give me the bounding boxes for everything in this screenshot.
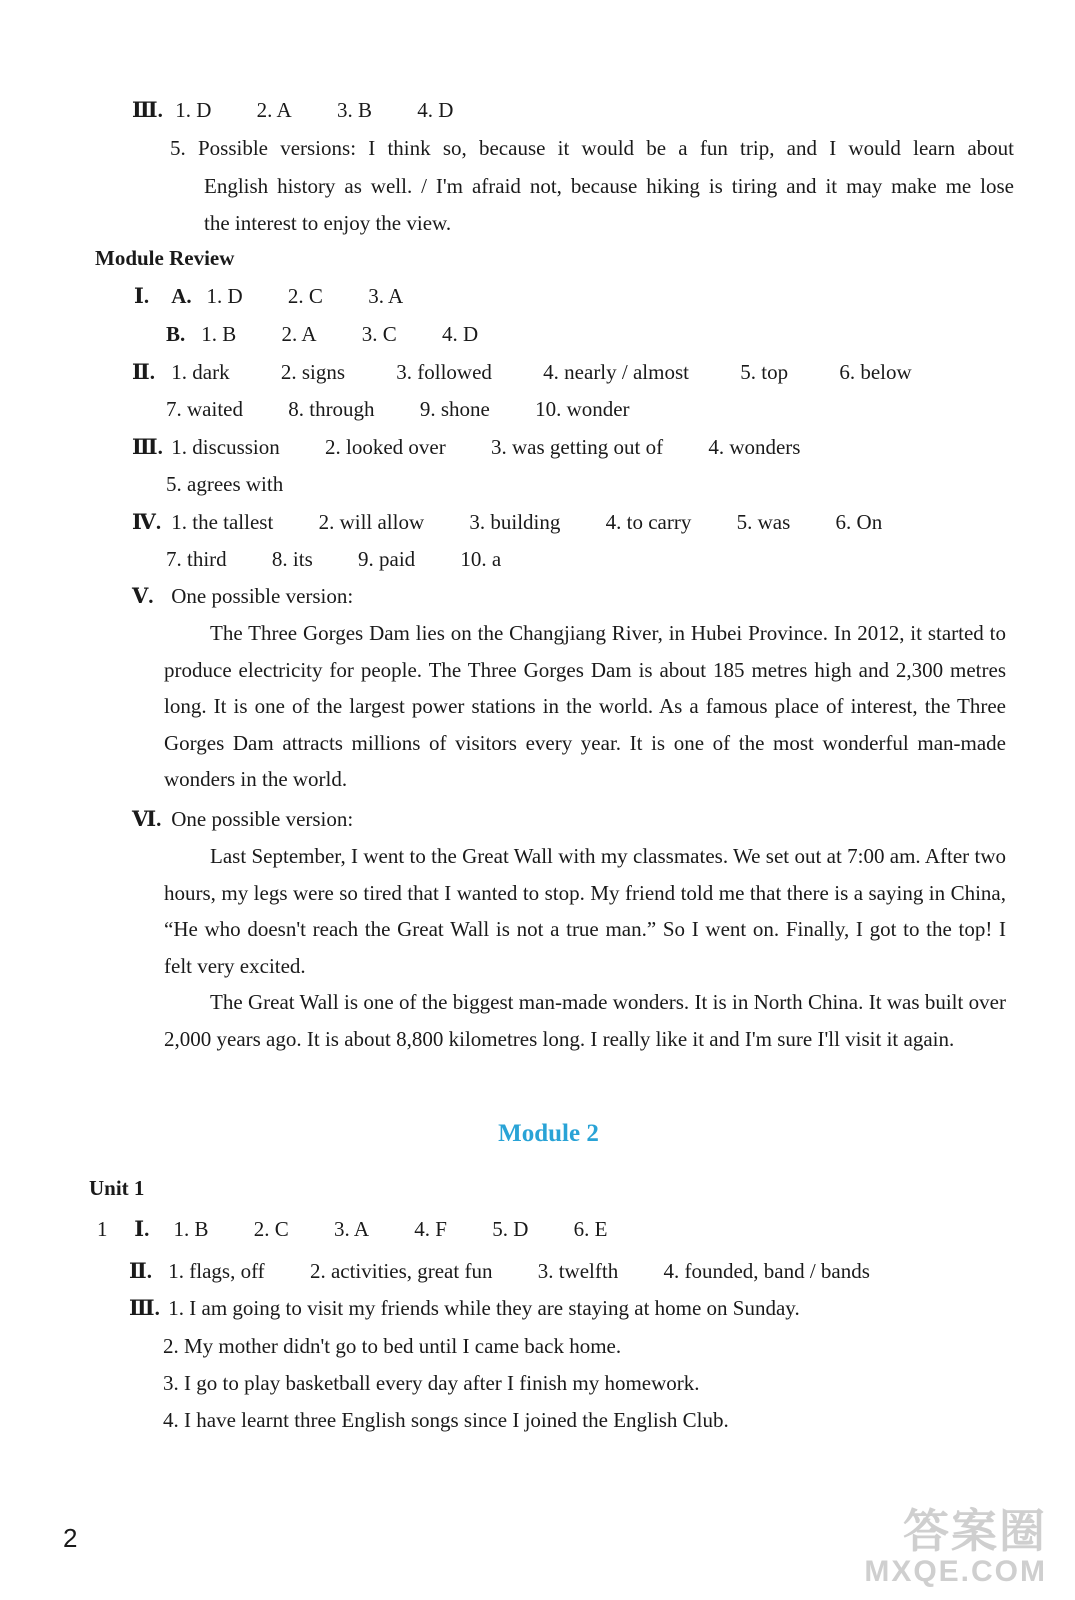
answer: 1. B [201, 322, 237, 346]
top-iii-item5: 5. Possible versions: I think so, because it would be a fun trip, and I would learn about [170, 136, 1014, 160]
answer: 3. B [336, 98, 372, 122]
answer: 1. discussion [171, 435, 280, 459]
section-label: Ⅵ. [132, 807, 162, 831]
m2-i-row [97, 1216, 607, 1242]
answer: 10. wonder [535, 397, 630, 421]
answer: 8. through [288, 397, 375, 421]
answer: 3. twelfth [537, 1259, 619, 1283]
answer: 9. paid [358, 547, 416, 571]
answer: 1. the tallest [171, 510, 274, 534]
answer: 9. shone [419, 397, 490, 421]
answer: 2. looked over [325, 435, 446, 459]
section-label: Ⅰ. [134, 1217, 150, 1241]
review-iv-row2 [166, 546, 501, 572]
answer: 5. was [736, 510, 791, 534]
section-label: Ⅰ. [134, 284, 150, 308]
m2-iii-row2: 2. My mother didn't go to bed until I came back home. [163, 1334, 622, 1358]
answer: 4. D [442, 322, 479, 346]
page-number: 2 [63, 1523, 78, 1553]
review-i-a-row [134, 283, 403, 309]
answer: 1. B [173, 1217, 209, 1241]
section-label: Ⅱ. [132, 360, 155, 384]
review-ii-row2 [166, 396, 630, 422]
answer: 7. waited [166, 397, 243, 421]
answer: 4. founded, band / bands [663, 1259, 870, 1283]
answer: 1. dark [171, 360, 230, 384]
answer: 1. D [175, 98, 212, 122]
unit-heading: Unit 1 [89, 1176, 145, 1200]
watermark-logo [864, 1506, 1047, 1588]
answer: 4. F [414, 1217, 447, 1241]
section-label: Ⅴ. [132, 584, 154, 608]
intro-text: One possible version: [171, 807, 354, 831]
section-label: Ⅲ. [132, 435, 163, 459]
answer: 3. was getting out of [491, 435, 664, 459]
answer: 2. A [256, 98, 292, 122]
section-label: Ⅱ. [129, 1259, 152, 1283]
answer: 4. D [417, 98, 454, 122]
answer: 4. to carry [605, 510, 692, 534]
watermark-url: MXQE.COM [864, 1555, 1047, 1588]
answer: 6. E [573, 1217, 608, 1241]
answer: 3. A [334, 1217, 370, 1241]
sub-label: B. [166, 322, 186, 346]
section-label: Ⅳ. [132, 510, 162, 534]
answer: 4. wonders [708, 435, 801, 459]
review-ii-row1 [132, 359, 912, 385]
answer: 1. flags, off [168, 1259, 265, 1283]
answer: 4. nearly / almost [543, 360, 689, 384]
answer: 2. C [253, 1217, 289, 1241]
answer: 1. I am going to visit my friends while they are staying at home on Sunday. [168, 1296, 800, 1320]
answer: 2. C [287, 284, 323, 308]
answer: 3. building [469, 510, 561, 534]
answer: 8. its [271, 547, 313, 571]
m2-iii-row4: 4. I have learnt three English songs since I joined the English Club. [163, 1408, 729, 1432]
answer: 3. followed [396, 360, 492, 384]
review-iv-row1 [132, 509, 882, 535]
section-label: Ⅲ. [132, 98, 163, 122]
module-title: Module 2 [498, 1120, 599, 1147]
review-i-b-row [166, 321, 478, 347]
answer: 2. A [281, 322, 317, 346]
answer: 5. top [740, 360, 789, 384]
module-review-heading: Module Review [95, 246, 235, 270]
essay-paragraph: The Great Wall is one of the biggest man-made wonders. It is in North China. It was built over 2,000 years ago. It is about 8,800 kilometres long. I really like it and I'm sure I'll visit it again. [164, 990, 1006, 1051]
answer: 7. third [166, 547, 227, 571]
answer: 3. C [361, 322, 397, 346]
essay-paragraph: Last September, I went to the Great Wall with my classmates. We set out at 7:00 am. After two hours, my legs were so tired that I wanted to stop. My friend told me that there is a saying in China, “He who doesn't reach the Great Wall is not a true man.” So I went on. Finally, I got to the top! I felt very excited. [164, 844, 1006, 978]
m2-iii-row1 [129, 1295, 800, 1321]
answer: 3. A [368, 284, 404, 308]
essay-paragraph: The Three Gorges Dam lies on the Changjiang River, in Hubei Province. In 2012, it started to produce electricity for people. The Three Gorges Dam is about 185 metres high and 2,300 metres long. It is one of the largest power stations in the world. As a famous place of interest, the Three Gorges Dam attracts millions of visitors every year. It is one of the most wonderful man-made wonders in the world. [164, 621, 1006, 791]
review-v-essay [164, 615, 1006, 798]
answer: 5. agrees with [166, 472, 284, 496]
top-iii-row1 [132, 97, 453, 123]
review-vi-essay [164, 838, 1006, 1057]
sub-label: A. [171, 284, 192, 308]
answer: 2. will allow [318, 510, 425, 534]
answer: 6. below [839, 360, 912, 384]
m2-ii-row [129, 1258, 870, 1284]
answer: 2. activities, great fun [309, 1259, 493, 1283]
answer: 5. D [492, 1217, 529, 1241]
review-iii-row2 [166, 471, 283, 497]
watermark-text: 答案圈 [903, 1505, 1047, 1557]
top-iii-item5-line2: English history as well. / I'm afraid not, because hiking is tiring and it may make me lose [204, 174, 1014, 198]
m2-iii-row3: 3. I go to play basketball every day after I finish my homework. [163, 1371, 700, 1395]
part-number: 1 [97, 1217, 108, 1241]
review-iii-row1 [132, 434, 800, 460]
answer: 2. signs [280, 360, 346, 384]
intro-text: One possible version: [171, 584, 354, 608]
section-label: Ⅲ. [129, 1296, 160, 1320]
review-v-intro [132, 583, 353, 609]
answer: 1. D [206, 284, 243, 308]
answer: 6. On [835, 510, 883, 534]
review-vi-intro [132, 806, 353, 832]
top-iii-item5-line3: the interest to enjoy the view. [204, 211, 452, 235]
answer: 10. a [460, 547, 502, 571]
